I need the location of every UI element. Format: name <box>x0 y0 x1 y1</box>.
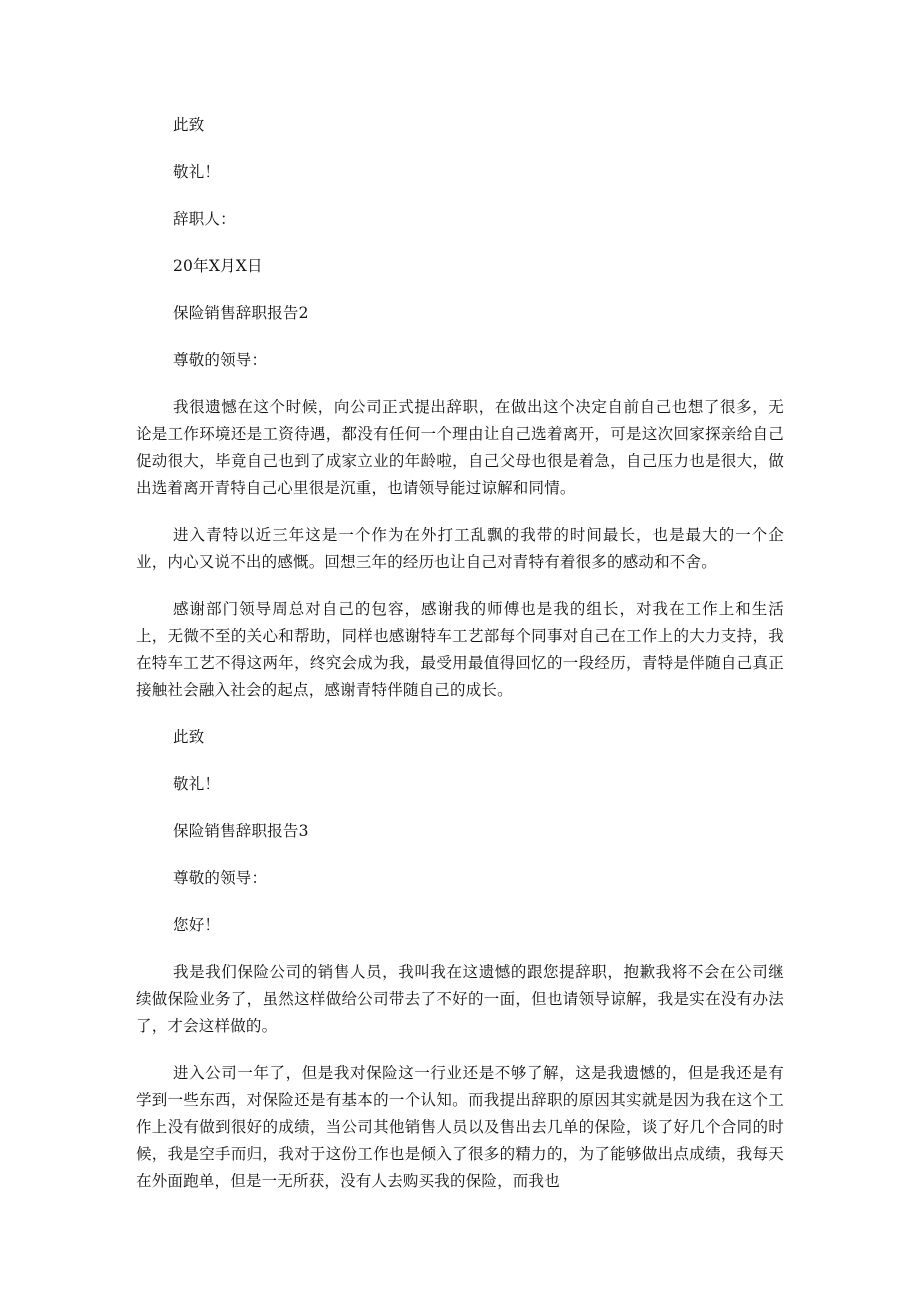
greeting: 尊敬的领导： <box>173 351 268 369</box>
hello-line: 您好！ <box>173 916 221 934</box>
closing-regards: 敬礼！ <box>173 775 221 793</box>
body-paragraph: 感谢部门领导周总对自己的包容，感谢我的师傅也是我的组长，对我在工作上和生活上，无微不至的关心和帮助，同样也感谢特车工艺部每个同事对自己在工作上的大力支持，我在特车工艺不得这两年，终究会成为我，最受用最值得回忆的一段经历，青特是伴随自己真正接触社会融入社会的起点，感谢青特伴随自己的成长。 <box>136 600 784 699</box>
body-paragraph: 我是我们保险公司的销售人员，我叫我在这遗憾的跟您提辞职，抱歉我将不会在公司继续做保险业务了，虽然这样做给公司带去了不好的一面，但也请领导谅解，我是实在没有办法了，才会这样做的。 <box>136 963 784 1035</box>
greeting: 尊敬的领导： <box>173 869 268 887</box>
resigner-label: 辞职人： <box>173 210 236 228</box>
date-line: 20年X月X日 <box>173 257 263 275</box>
body-paragraph: 我很遗憾在这个时候，向公司正式提出辞职，在做出这个决定自前自己也想了很多，无论是工作环境还是工资待遇，都没有任何一个理由让自己选着离开，可是这次回家探亲给自己促动很大，毕竟自己也到了成家立业的年龄啦，自己父母也很是着急，自己压力也是很大，做出选着离开青特自己心里很是沉重，也请领导能过谅解和同情。 <box>136 398 784 497</box>
document-body <box>136 112 784 1215</box>
closing-salutation: 此致 <box>173 728 205 746</box>
closing-regards: 敬礼！ <box>173 163 221 181</box>
report-title-3: 保险销售辞职报告3 <box>173 822 309 840</box>
body-paragraph: 进入青特以近三年这是一个作为在外打工乱飘的我带的时间最长，也是最大的一个企业，内心又说不出的感慨。回想三年的经历也让自己对青特有着很多的感动和不舍。 <box>136 526 784 571</box>
report-title-2: 保险销售辞职报告2 <box>173 304 309 322</box>
closing-salutation: 此致 <box>173 116 205 134</box>
body-paragraph: 进入公司一年了，但是我对保险这一行业还是不够了解，这是我遗憾的，但是我还是有学到一些东西，对保险还是有基本的一个认知。而我提出辞职的原因其实就是因为我在这个工作上没有做到很好的成绩，当公司其他销售人员以及售出去几单的保险，谈了好几个合同的时候，我是空手而归，我对于这份工作也是倾入了很多的精力的，为了能够做出点成绩，我每天在外面跑单，但是一无所获，没有人去购买我的保险，而我也 <box>136 1064 784 1190</box>
